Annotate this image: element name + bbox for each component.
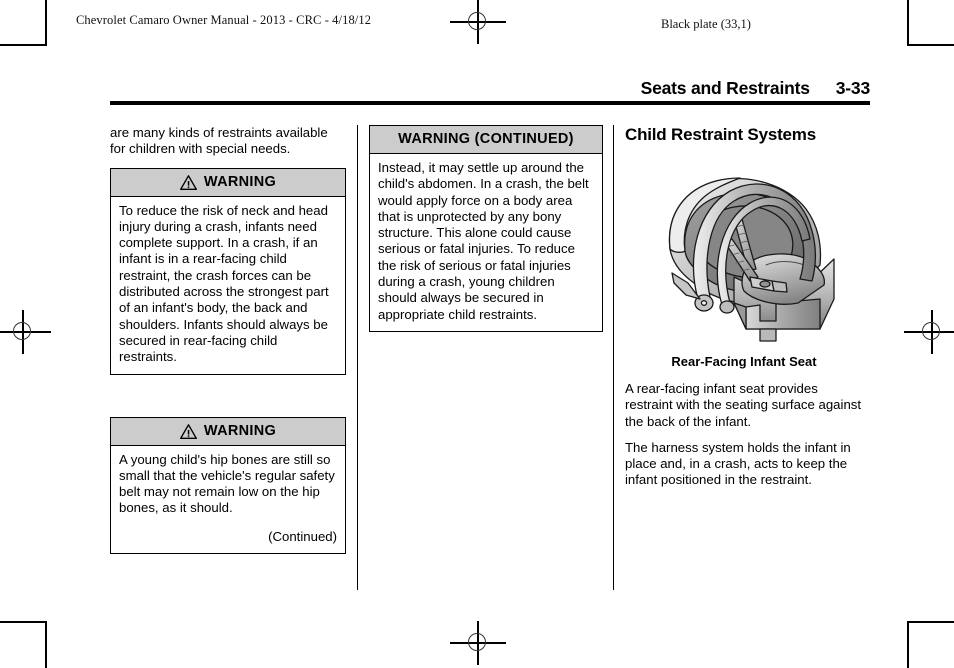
warning-box-title: WARNING: [203, 173, 277, 190]
running-head-plate-info: Black plate (33,1): [661, 17, 751, 31]
crop-mark-icon-bottom-right-horizontal: [907, 621, 954, 623]
content-column-3: [625, 125, 863, 499]
page-title: Seats and Restraints: [640, 78, 810, 98]
figure-caption: Rear-Facing Infant Seat: [671, 354, 817, 369]
content-column-1: [110, 125, 346, 554]
registration-target-icon-right: [904, 310, 954, 354]
running-head-document-info: Chevrolet Camaro Owner Manual - 2013 - CRC - 4/18/12: [76, 13, 372, 27]
warning-box-hip-bones: [110, 417, 346, 554]
content-column-2: [369, 125, 603, 332]
crop-mark-icon-top-right-horizontal: [907, 44, 954, 46]
warning-box-body: [370, 154, 602, 331]
section-heading-child-restraint-systems: Child Restraint Systems: [625, 125, 816, 144]
registration-target-icon-left: [0, 310, 51, 354]
page-header: [110, 78, 870, 99]
warning-box-neck-head-injury: [110, 168, 346, 375]
figure-container: [625, 153, 863, 348]
warning-box-body: [111, 197, 345, 374]
crop-mark-icon-bottom-right-vertical: [907, 623, 909, 668]
column-divider-1: [357, 125, 358, 590]
warning-box-text: To reduce the risk of neck and head injury during a crash, infants need complete support. In a crash, if an infant is in a rear-facing child restraint, the crash forces can be distributed across the strongest part of an infant's body, the back and shoulders. Infants should always be secured in rear-facing child restraints.: [119, 202, 329, 365]
warning-box-header: [111, 418, 345, 446]
registration-target-icon-bottom: [450, 621, 506, 665]
header-rule-divider: [110, 101, 870, 105]
warning-box-body: [111, 446, 345, 553]
warning-box-header: [111, 169, 345, 197]
warning-triangle-icon: [180, 424, 197, 439]
warning-box-continued: [369, 125, 603, 332]
warning-box-title: WARNING: [203, 422, 277, 439]
registration-target-icon-top: [450, 0, 506, 44]
paragraph-rear-facing-description: A rear-facing infant seat provides restraint with the seating surface against the back of the infant.: [625, 381, 862, 429]
crop-mark-icon-bottom-left-vertical: [45, 623, 47, 668]
warning-box-header: [370, 126, 602, 154]
paragraph-harness-description: The harness system holds the infant in place and, in a crash, acts to keep the infant positioned in the restraint.: [625, 439, 851, 488]
crop-mark-icon-top-left-vertical: [45, 0, 47, 45]
intro-paragraph: are many kinds of restraints available for children with special needs.: [110, 125, 328, 157]
warning-box-text: A young child's hip bones are still so small that the vehicle's regular safety belt may not remain low on the hip bones, as it should.: [119, 451, 335, 516]
warning-box-title: WARNING (CONTINUED): [398, 131, 574, 147]
rear-facing-infant-seat-illustration: [638, 153, 850, 343]
column-divider-2: [613, 125, 614, 590]
crop-mark-icon-bottom-left-horizontal: [0, 621, 47, 623]
warning-continued-label: (Continued): [268, 528, 337, 544]
crop-mark-icon-top-left-horizontal: [0, 44, 47, 46]
warning-box-text: Instead, it may settle up around the child's abdomen. In a crash, the belt would apply force on a body area that is unprotected by any bony structure. This alone could cause serious or fatal injuries. To reduce the risk of serious or fatal injuries during a crash, young children should always be secured in appropriate child restraints.: [378, 160, 589, 322]
page-number: 3-33: [835, 78, 870, 98]
warning-triangle-icon: [180, 175, 197, 190]
crop-mark-icon-top-right-vertical: [907, 0, 909, 45]
